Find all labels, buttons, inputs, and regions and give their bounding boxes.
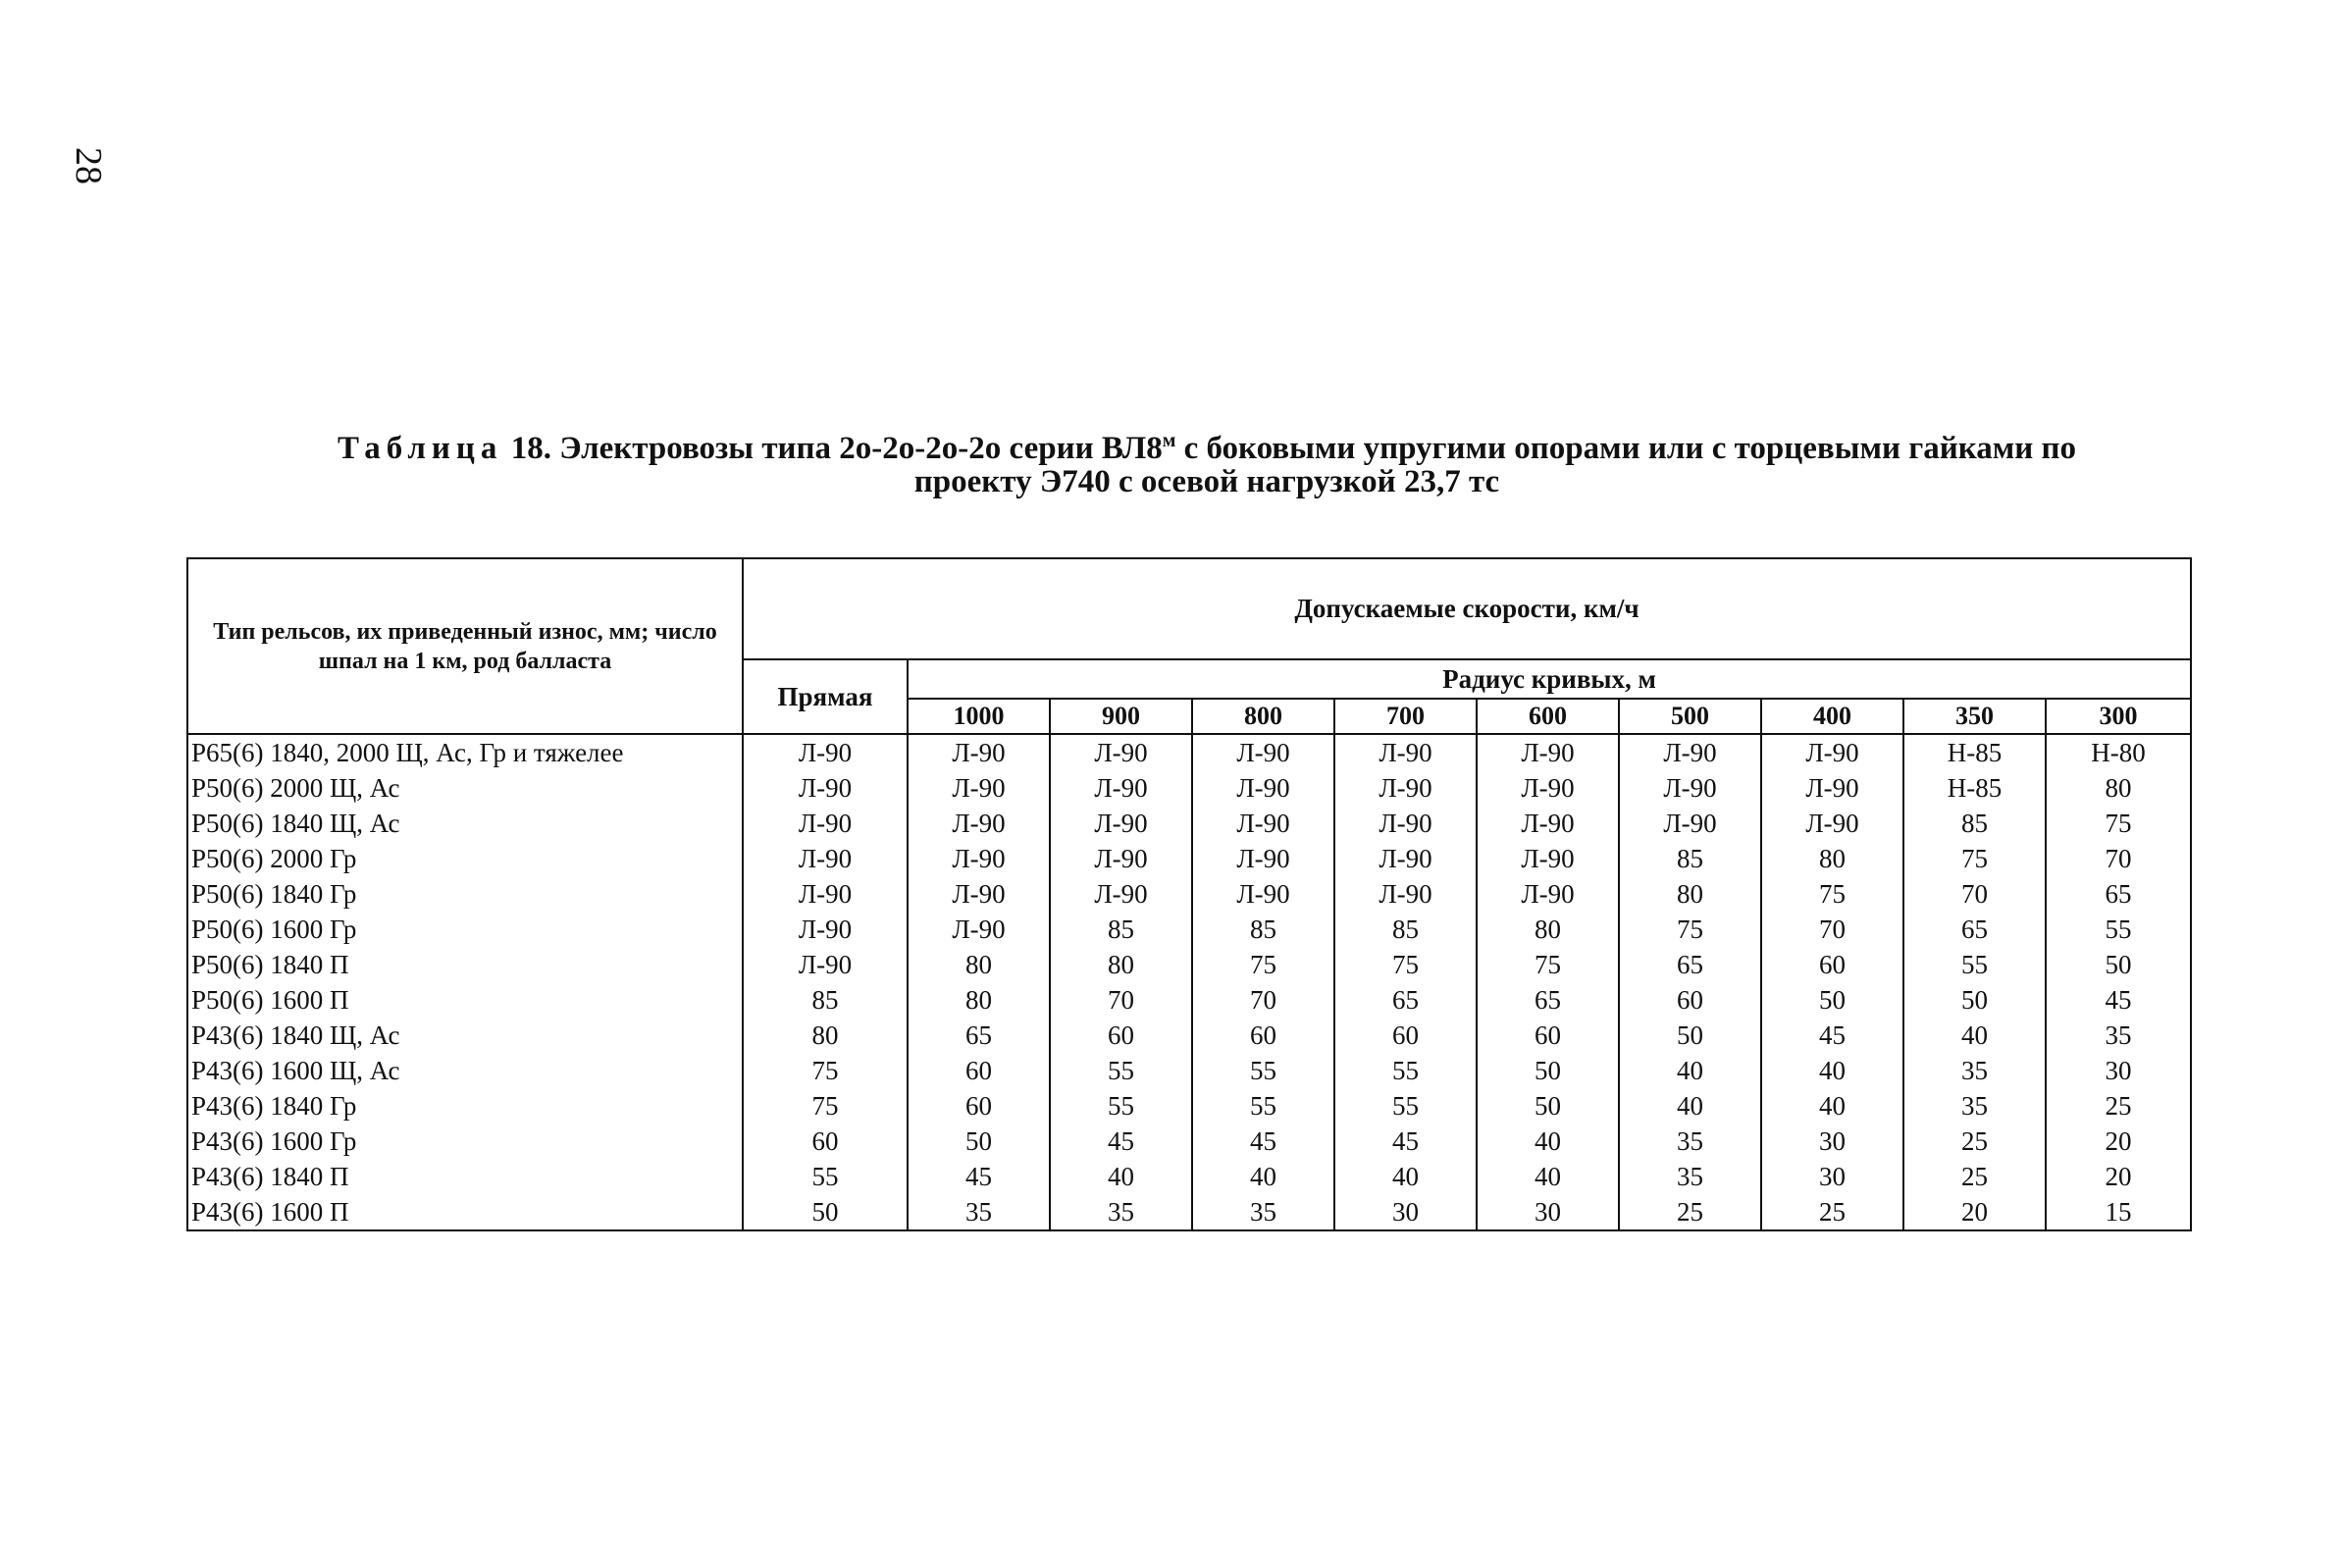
straight-speed-cell: Л-90 [743, 806, 908, 841]
curve-speed-cell: 20 [1903, 1194, 2046, 1230]
curve-speed-cell: 75 [1334, 947, 1477, 982]
straight-speed-cell: Л-90 [743, 912, 908, 947]
straight-speed-cell: 60 [743, 1124, 908, 1159]
straight-speed-cell: Л-90 [743, 876, 908, 912]
curve-speed-cell: Л-90 [1619, 734, 1761, 770]
curve-speed-cell: 35 [1619, 1159, 1761, 1194]
curve-speed-cell: 65 [1477, 982, 1619, 1018]
curve-speed-cell: 25 [1761, 1194, 1903, 1230]
curve-speed-cell: Л-90 [1050, 841, 1192, 876]
curve-speed-cell: 75 [2046, 806, 2191, 841]
curve-speed-cell: 75 [1192, 947, 1334, 982]
curve-speed-cell: Н-85 [1903, 770, 2046, 806]
speeds-header: Допускаемые скорости, км/ч [743, 558, 2191, 659]
curve-speed-cell: 80 [908, 947, 1050, 982]
curve-speed-cell: 35 [1050, 1194, 1192, 1230]
curve-speed-cell: 60 [1050, 1018, 1192, 1053]
rail-type-cell: Р50(6) 1840 П [187, 947, 743, 982]
curve-speed-cell: Л-90 [1192, 876, 1334, 912]
curve-speed-cell: 55 [1050, 1053, 1192, 1088]
table-row [187, 841, 2191, 876]
curve-speed-cell: 85 [1619, 841, 1761, 876]
radius-column-header: 600 [1477, 699, 1619, 734]
table-body [187, 734, 2191, 1230]
curve-speed-cell: 50 [1477, 1088, 1619, 1124]
rail-type-cell: Р43(6) 1600 Щ, Ас [187, 1053, 743, 1088]
caption-text-end: с боковыми упругими опорами или с торцевыми гайками по [1175, 431, 2076, 466]
radius-column-header: 350 [1903, 699, 2046, 734]
curve-speed-cell: 65 [1334, 982, 1477, 1018]
curve-speed-cell: 40 [1477, 1124, 1619, 1159]
curve-speed-cell: 50 [1903, 982, 2046, 1018]
rail-type-cell: Р50(6) 1600 П [187, 982, 743, 1018]
straight-speed-cell: Л-90 [743, 734, 908, 770]
curve-speed-cell: 45 [1192, 1124, 1334, 1159]
curve-speed-cell: Л-90 [1050, 734, 1192, 770]
curve-speed-cell: 80 [1050, 947, 1192, 982]
curve-speed-cell: Л-90 [1334, 876, 1477, 912]
radius-column-header: 300 [2046, 699, 2191, 734]
curve-speed-cell: 35 [908, 1194, 1050, 1230]
curve-speed-cell: 30 [1334, 1194, 1477, 1230]
table-row [187, 912, 2191, 947]
curve-speed-cell: 40 [1334, 1159, 1477, 1194]
rail-type-cell: Р43(6) 1600 П [187, 1194, 743, 1230]
curve-speed-cell: 35 [1619, 1124, 1761, 1159]
curve-speed-cell: 25 [1903, 1124, 2046, 1159]
curve-speed-cell: 65 [2046, 876, 2191, 912]
radius-column-header: 700 [1334, 699, 1477, 734]
curve-speed-cell: 35 [1903, 1053, 2046, 1088]
curve-speed-cell: 45 [1761, 1018, 1903, 1053]
curve-speed-cell: 70 [1761, 912, 1903, 947]
curve-speed-cell: 60 [1619, 982, 1761, 1018]
curve-speed-cell: 40 [1619, 1088, 1761, 1124]
rail-type-cell: Р43(6) 1840 П [187, 1159, 743, 1194]
curve-speed-cell: 85 [1334, 912, 1477, 947]
table-row [187, 1053, 2191, 1088]
rail-type-cell: Р65(6) 1840, 2000 Щ, Ас, Гр и тяжелее [187, 734, 743, 770]
curve-speed-cell: 75 [1619, 912, 1761, 947]
curve-speed-cell: 45 [2046, 982, 2191, 1018]
curve-speed-cell: 80 [1761, 841, 1903, 876]
curve-speed-cell: Л-90 [1192, 806, 1334, 841]
caption-line-1 [186, 424, 2227, 465]
curve-speed-cell: Л-90 [1477, 806, 1619, 841]
rail-type-cell: Р43(6) 1840 Щ, Ас [187, 1018, 743, 1053]
table-caption [186, 424, 2227, 498]
curve-speed-cell: 55 [1192, 1053, 1334, 1088]
curve-speed-cell: 30 [1477, 1194, 1619, 1230]
curve-speed-cell: 30 [1761, 1159, 1903, 1194]
radius-column-header: 1000 [908, 699, 1050, 734]
table-row [187, 876, 2191, 912]
curve-speed-cell: 55 [1334, 1053, 1477, 1088]
straight-speed-cell: Л-90 [743, 841, 908, 876]
straight-speed-cell: 75 [743, 1053, 908, 1088]
curve-speed-cell: Л-90 [1619, 806, 1761, 841]
curve-speed-cell: Л-90 [1761, 806, 1903, 841]
curve-speed-cell: Л-90 [908, 841, 1050, 876]
curve-speed-cell: 45 [1334, 1124, 1477, 1159]
caption-number: 18. [510, 431, 551, 466]
curve-speed-cell: 30 [1761, 1124, 1903, 1159]
curve-speed-cell: 25 [2046, 1088, 2191, 1124]
radius-header: Радиус кривых, м [908, 659, 2191, 699]
curve-speed-cell: 35 [2046, 1018, 2191, 1053]
curve-speed-cell: 70 [1050, 982, 1192, 1018]
table-row [187, 1159, 2191, 1194]
table-row [187, 1124, 2191, 1159]
curve-speed-cell: Л-90 [1050, 770, 1192, 806]
curve-speed-cell: 50 [908, 1124, 1050, 1159]
curve-speed-cell: 40 [1619, 1053, 1761, 1088]
curve-speed-cell: Л-90 [1050, 806, 1192, 841]
rail-type-cell: Р50(6) 1840 Щ, Ас [187, 806, 743, 841]
curve-speed-cell: 65 [1619, 947, 1761, 982]
curve-speed-cell: 70 [1192, 982, 1334, 1018]
table-row [187, 1194, 2191, 1230]
radius-column-header: 900 [1050, 699, 1192, 734]
curve-speed-cell: 25 [1903, 1159, 2046, 1194]
curve-speed-cell: 70 [1903, 876, 2046, 912]
curve-speed-cell: 60 [1761, 947, 1903, 982]
curve-speed-cell: Л-90 [908, 806, 1050, 841]
radius-column-header: 500 [1619, 699, 1761, 734]
curve-speed-cell: 20 [2046, 1159, 2191, 1194]
table-row [187, 770, 2191, 806]
curve-speed-cell: Л-90 [1761, 770, 1903, 806]
curve-speed-cell: Л-90 [1477, 876, 1619, 912]
straight-speed-cell: Л-90 [743, 947, 908, 982]
curve-speed-cell: 60 [1334, 1018, 1477, 1053]
curve-speed-cell: Л-90 [1334, 770, 1477, 806]
curve-speed-cell: 80 [1477, 912, 1619, 947]
curve-speed-cell: 80 [908, 982, 1050, 1018]
rail-type-cell: Р43(6) 1840 Гр [187, 1088, 743, 1124]
curve-speed-cell: 35 [1903, 1088, 2046, 1124]
curve-speed-cell: Л-90 [1761, 734, 1903, 770]
rail-type-cell: Р50(6) 1840 Гр [187, 876, 743, 912]
curve-speed-cell: 60 [908, 1088, 1050, 1124]
page-number: 28 [68, 147, 109, 184]
curve-speed-cell: 40 [1477, 1159, 1619, 1194]
rail-type-header: Тип рельсов, их приведенный износ, мм; число шпал на 1 км, род балласта [187, 558, 743, 734]
table-row [187, 1088, 2191, 1124]
curve-speed-cell: 60 [1477, 1018, 1619, 1053]
curve-speed-cell: 15 [2046, 1194, 2191, 1230]
curve-speed-cell: 55 [1192, 1088, 1334, 1124]
straight-speed-cell: Л-90 [743, 770, 908, 806]
straight-speed-cell: 50 [743, 1194, 908, 1230]
curve-speed-cell: 60 [908, 1053, 1050, 1088]
curve-speed-cell: Л-90 [1192, 770, 1334, 806]
curve-speed-cell: 50 [1477, 1053, 1619, 1088]
curve-speed-cell: 55 [1334, 1088, 1477, 1124]
curve-speed-cell: 80 [1619, 876, 1761, 912]
radius-column-header: 800 [1192, 699, 1334, 734]
straight-speed-cell: 85 [743, 982, 908, 1018]
curve-speed-cell: 50 [2046, 947, 2191, 982]
table-row [187, 947, 2191, 982]
curve-speed-cell: 40 [1903, 1018, 2046, 1053]
rail-type-cell: Р50(6) 2000 Гр [187, 841, 743, 876]
curve-speed-cell: 50 [1761, 982, 1903, 1018]
curve-speed-cell: Л-90 [1477, 770, 1619, 806]
curve-speed-cell: 30 [2046, 1053, 2191, 1088]
curve-speed-cell: Л-90 [1334, 734, 1477, 770]
curve-speed-cell: Л-90 [1334, 841, 1477, 876]
curve-speed-cell: 75 [1477, 947, 1619, 982]
curve-speed-cell: Л-90 [908, 734, 1050, 770]
curve-speed-cell: 85 [1050, 912, 1192, 947]
table-row [187, 982, 2191, 1018]
curve-speed-cell: 40 [1050, 1159, 1192, 1194]
curve-speed-cell: 35 [1192, 1194, 1334, 1230]
table-row [187, 1018, 2191, 1053]
caption-superscript: м [1162, 430, 1176, 451]
curve-speed-cell: 60 [1192, 1018, 1334, 1053]
curve-speed-cell: 55 [1903, 947, 2046, 982]
caption-text: Электровозы типа 2о-2о-2о-2о серии ВЛ8 [559, 431, 1163, 466]
curve-speed-cell: Л-90 [1050, 876, 1192, 912]
rail-type-cell: Р50(6) 1600 Гр [187, 912, 743, 947]
table-row [187, 734, 2191, 770]
table-row [187, 806, 2191, 841]
caption-label: Таблица [338, 431, 503, 466]
curve-speed-cell: Л-90 [1334, 806, 1477, 841]
curve-speed-cell: 65 [908, 1018, 1050, 1053]
curve-speed-cell: Н-80 [2046, 734, 2191, 770]
curve-speed-cell: Н-85 [1903, 734, 2046, 770]
radius-column-header: 400 [1761, 699, 1903, 734]
straight-header: Прямая [743, 659, 908, 734]
curve-speed-cell: 80 [2046, 770, 2191, 806]
curve-speed-cell: Л-90 [1192, 841, 1334, 876]
speed-table [186, 557, 2192, 1231]
curve-speed-cell: 45 [908, 1159, 1050, 1194]
curve-speed-cell: 55 [2046, 912, 2191, 947]
curve-speed-cell: 25 [1619, 1194, 1761, 1230]
rail-type-cell: Р50(6) 2000 Щ, Ас [187, 770, 743, 806]
caption-line-2: проекту Э740 с осевой нагрузкой 23,7 тс [913, 464, 1500, 499]
curve-speed-cell: 40 [1192, 1159, 1334, 1194]
curve-speed-cell: Л-90 [1477, 841, 1619, 876]
curve-speed-cell: 40 [1761, 1053, 1903, 1088]
curve-speed-cell: 85 [1192, 912, 1334, 947]
curve-speed-cell: 65 [1903, 912, 2046, 947]
curve-speed-cell: 70 [2046, 841, 2191, 876]
curve-speed-cell: 55 [1050, 1088, 1192, 1124]
rail-type-cell: Р43(6) 1600 Гр [187, 1124, 743, 1159]
curve-speed-cell: Л-90 [908, 770, 1050, 806]
curve-speed-cell: 20 [2046, 1124, 2191, 1159]
curve-speed-cell: 50 [1619, 1018, 1761, 1053]
curve-speed-cell: 75 [1903, 841, 2046, 876]
curve-speed-cell: Л-90 [1619, 770, 1761, 806]
straight-speed-cell: 75 [743, 1088, 908, 1124]
curve-speed-cell: Л-90 [1192, 734, 1334, 770]
curve-speed-cell: Л-90 [908, 876, 1050, 912]
curve-speed-cell: Л-90 [1477, 734, 1619, 770]
curve-speed-cell: 45 [1050, 1124, 1192, 1159]
straight-speed-cell: 55 [743, 1159, 908, 1194]
curve-speed-cell: 85 [1903, 806, 2046, 841]
straight-speed-cell: 80 [743, 1018, 908, 1053]
curve-speed-cell: 75 [1761, 876, 1903, 912]
curve-speed-cell: 40 [1761, 1088, 1903, 1124]
curve-speed-cell: Л-90 [908, 912, 1050, 947]
